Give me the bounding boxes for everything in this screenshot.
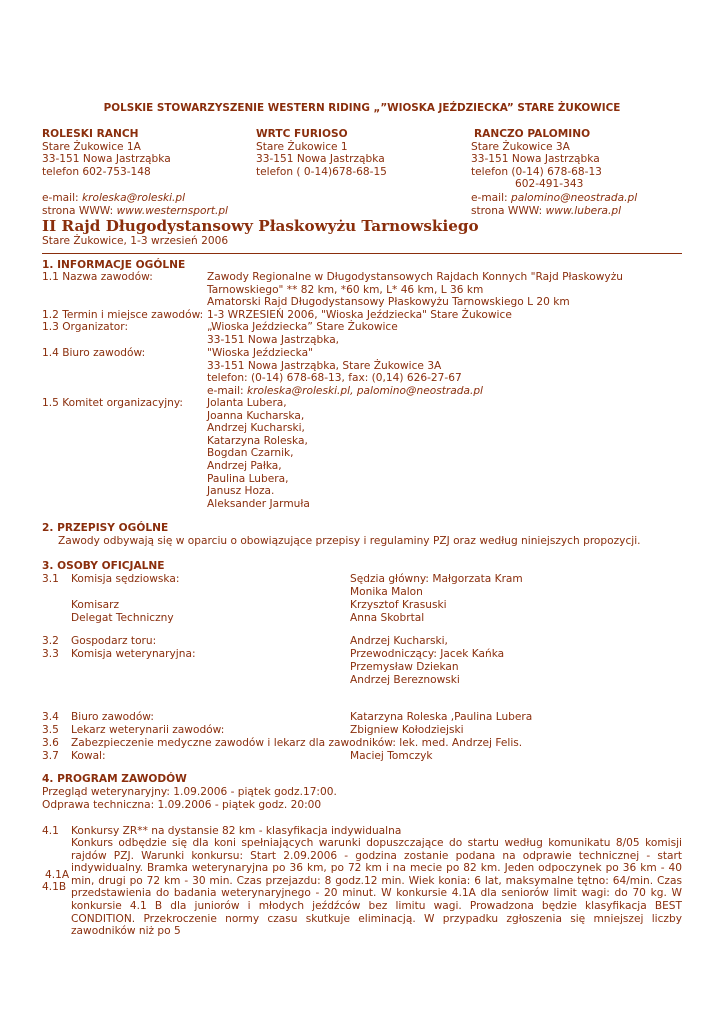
official-label: Komisja weterynaryjna: <box>71 648 196 660</box>
official-label: Gospodarz toru: <box>71 635 157 647</box>
official-value: Przemysław Dziekan <box>350 661 459 673</box>
info-value-name <box>207 271 623 309</box>
info-line: "Wioska Jeździecka" <box>207 347 313 359</box>
official-num: 3.3 <box>42 648 59 660</box>
committee-member: Aleksander Jarmuła <box>207 497 310 510</box>
info-value-organizer <box>207 321 398 346</box>
section1-heading: 1. INFORMACJE OGÓLNE <box>42 259 186 271</box>
left-www-link[interactable]: www.westernsport.pl <box>116 205 229 217</box>
email-label: e-mail: <box>42 192 79 204</box>
committee-member: Jolanta Lubera, <box>207 397 287 409</box>
official-label: Kowal: <box>71 750 106 762</box>
official-num: 3.4 <box>42 711 59 723</box>
right-email-line <box>471 192 637 205</box>
info-line: Tarnowskiego" ** 82 km, *60 km, L* 46 km, L 36 km <box>207 283 484 296</box>
ranch-address: Stare Żukowice 3A <box>471 140 570 153</box>
info-value-office <box>207 347 483 397</box>
official-value: Maciej Tomczyk <box>350 750 433 762</box>
ranch-phone: telefon 602-753-148 <box>42 165 151 178</box>
official-value: Sędzia główny: Małgorzata Kram <box>350 573 523 585</box>
ranch-phone: telefon (0-14) 678-68-13 <box>471 165 602 178</box>
info-label-date: 1.2 Termin i miejsce zawodów: <box>42 309 204 321</box>
section3-heading: 3. OSOBY OFICJALNE <box>42 560 165 572</box>
ranch-furioso <box>256 128 387 178</box>
info-line: 33-151 Nowa Jastrząbka, Stare Żukowice 3A <box>207 359 442 372</box>
section2-text: Zawody odbywają się w oparciu o obowiązujące przepisy i regulaminy PZJ oraz według niniejszych propozycji. <box>58 535 641 547</box>
competition-title: Konkursy ZR** na dystansie 82 km - klasyfikacja indywidualna <box>71 825 402 837</box>
committee-member: Bogdan Czarnik, <box>207 447 294 460</box>
info-line: telefon: (0-14) 678-68-13, fax: (0,14) 626-27-67 <box>207 372 462 385</box>
www-label: strona WWW: <box>42 205 114 217</box>
official-num: 3.7 <box>42 750 59 762</box>
office-email-link[interactable]: kroleska@roleski.pl, palomino@neostrada.pl <box>246 384 484 397</box>
committee-member: Joanna Kucharska, <box>207 409 305 422</box>
ranch-name: RANCZO PALOMINO <box>474 128 591 140</box>
ranch-address: Stare Żukowice 1A <box>42 140 141 153</box>
official-value: Anna Skobrtal <box>350 612 425 624</box>
organization-title: POLSKIE STOWARZYSZENIE WESTERN RIDING „”WIOSKA JEŹDZIECKA” STARE ŻUKOWICE <box>103 102 621 114</box>
info-value-committee <box>207 397 310 510</box>
competition-number: 4.1 <box>42 825 59 837</box>
left-email-line <box>42 192 185 205</box>
info-line: 33-151 Nowa Jastrząbka, <box>207 333 340 346</box>
office-email-line <box>207 385 483 398</box>
email-label: e-mail: <box>207 384 247 397</box>
info-line: Amatorski Rajd Długodystansowy Płaskowyżu Tarnowskiego L 20 km <box>207 296 570 309</box>
ranch-palomino <box>471 128 602 191</box>
vet-check: Przegląd weterynaryjny: 1.09.2006 - piątek godz.17:00. <box>42 786 337 798</box>
ranch-roleski <box>42 128 171 178</box>
committee-member: Katarzyna Roleska, <box>207 434 308 447</box>
official-label: Delegat Techniczny <box>71 612 174 624</box>
ranch-phone-mobile: 602-491-343 <box>515 178 584 191</box>
info-label-office: 1.4 Biuro zawodów: <box>42 347 146 359</box>
committee-member: Janusz Hoza. <box>207 485 275 498</box>
official-num: 3.2 <box>42 635 59 647</box>
right-www-link[interactable]: www.lubera.pl <box>545 205 622 217</box>
info-label-name: 1.1 Nazwa zawodów: <box>42 271 153 283</box>
official-label: Lekarz weterynarii zawodów: <box>71 724 225 736</box>
committee-member: Andrzej Pałka, <box>207 459 282 472</box>
right-email-link[interactable]: palomino@neostrada.pl <box>510 192 638 204</box>
ranch-city: 33-151 Nowa Jastrząbka <box>471 153 600 166</box>
title-divider <box>42 253 682 254</box>
email-label: e-mail: <box>471 192 508 204</box>
official-value: Krzysztof Krasuski <box>350 599 447 611</box>
event-title: II Rajd Długodystansowy Płaskowyżu Tarnowskiego <box>42 217 479 235</box>
official-num: 3.5 <box>42 724 59 736</box>
official-num: 3.6 <box>42 737 59 749</box>
official-value: Przewodniczący: Jacek Kańka <box>350 648 505 660</box>
section2-heading: 2. PRZEPISY OGÓLNE <box>42 522 169 534</box>
ranch-address: Stare Żukowice 1 <box>256 140 348 153</box>
official-label: Biuro zawodów: <box>71 711 154 723</box>
ranch-name: ROLESKI RANCH <box>42 128 139 140</box>
committee-member: Paulina Lubera, <box>207 472 289 485</box>
ranch-name: WRTC FURIOSO <box>256 128 348 140</box>
info-label-organizer: 1.3 Organizator: <box>42 321 129 333</box>
ranch-city: 33-151 Nowa Jastrząbka <box>42 153 171 166</box>
official-num: 3.1 <box>42 573 59 585</box>
official-value: Zbigniew Kołodziejski <box>350 724 464 736</box>
official-value: Katarzyna Roleska ,Paulina Lubera <box>350 711 533 723</box>
committee-member: Andrzej Kucharski, <box>207 422 305 435</box>
info-line: Zawody Regionalne w Długodystansowych Rajdach Konnych "Rajd Płaskowyżu <box>207 271 623 283</box>
official-label: Komisarz <box>71 599 120 611</box>
right-www-line <box>471 205 621 218</box>
info-label-committee: 1.5 Komitet organizacyjny: <box>42 397 183 409</box>
competition-side-label-a: 4.1A <box>45 869 70 881</box>
competition-side-label-b: 4.1B <box>42 881 67 893</box>
info-line: „Wioska Jeździecka” Stare Żukowice <box>207 321 398 333</box>
event-place-date: Stare Żukowice, 1-3 wrzesień 2006 <box>42 235 229 247</box>
official-label: Zabezpieczenie medyczne zawodów i lekarz dla zawodników: lek. med. Andrzej Felis. <box>71 737 523 749</box>
official-label: Komisja sędziowska: <box>71 573 180 585</box>
left-www-line <box>42 205 228 218</box>
ranch-city: 33-151 Nowa Jastrząbka <box>256 153 385 166</box>
competition-description: Konkurs odbędzie się dla koni spełniających warunki dopuszczające do startu według komunikatu 8/05 komisji rajdów PZJ. Warunki konkursu: Start 2.09.2006 - godzina zostanie podana na odprawie technicznej - start indywidualny. Bramka weterynaryjna po 36 km, po 72 km i na mecie po 82 km. Jeden odpoczynek po 36 km - 40 min, drugi po 72 km - 30 min. Czas przejazdu: 8 godz.12 min. Wiek konia: 6 lat, maksymalne tętno: 64/min. Czas przedstawienia do badania weterynaryjnego - 20 minut. W konkursie 4.1A dla seniorów limit wagi: do 70 kg. W konkursie 4.1 B dla juniorów i młodych jeźdźców bez limitu wagi. Prowadzona będzie klasyfikacja BEST CONDITION. Przekroczenie normy czasu skutkuje eliminacją. W przypadku zgłoszenia się mniejszej liczby zawodników niż po 5 <box>71 837 682 938</box>
www-label: strona WWW: <box>471 205 543 217</box>
official-value: Monika Malon <box>350 586 423 598</box>
technical-briefing: Odprawa techniczna: 1.09.2006 - piątek godz. 20:00 <box>42 799 322 811</box>
info-value-date: 1-3 WRZESIEŃ 2006, "Wioska Jeździecka" Stare Żukowice <box>207 309 512 321</box>
section4-heading: 4. PROGRAM ZAWODÓW <box>42 773 187 785</box>
left-email-link[interactable]: kroleska@roleski.pl <box>81 192 186 204</box>
ranch-phone: telefon ( 0-14)678-68-15 <box>256 165 387 178</box>
official-value: Andrzej Bereznowski <box>350 674 460 686</box>
official-value: Andrzej Kucharski, <box>350 635 448 647</box>
